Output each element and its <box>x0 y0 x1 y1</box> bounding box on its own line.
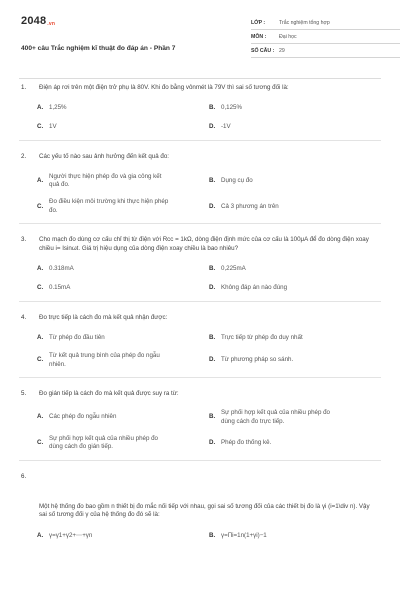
option-c[interactable] <box>37 198 209 215</box>
answer-options <box>19 173 381 215</box>
meta-info <box>251 16 400 58</box>
option-text: 0,225mA <box>221 264 246 272</box>
answer-options <box>19 409 381 451</box>
meta-value: 29 <box>279 47 285 54</box>
option-d[interactable] <box>209 198 381 215</box>
question-divider <box>19 301 381 302</box>
option-label: B. <box>209 264 216 272</box>
option-d[interactable] <box>209 352 381 369</box>
option-c[interactable] <box>37 352 209 369</box>
option-label: A. <box>37 413 44 421</box>
option-a[interactable] <box>37 103 209 113</box>
option-label: C. <box>37 202 44 210</box>
question-list <box>19 84 381 541</box>
option-label: B. <box>209 531 216 539</box>
question-text: Điện áp rơi trên một điện trở phụ là 80V. Khi đo bằng vônmét là 79V thì sai số tương đối là: <box>39 84 289 91</box>
question-text: Đo trực tiếp là cách đo mà kết quả nhận được: <box>39 313 168 321</box>
question-number: 4. <box>21 313 27 321</box>
option-a[interactable] <box>37 173 209 190</box>
option-label: C. <box>37 123 44 131</box>
site-logo[interactable] <box>21 14 55 29</box>
meta-value: Trắc nghiệm tổng hợp <box>279 19 330 26</box>
question-text: Các yếu tố nào sau ảnh hưởng đến kết quả đo: <box>39 153 169 161</box>
question-3 <box>19 236 381 293</box>
option-text: Phép đo thống kê. <box>221 439 272 447</box>
option-text: γ=Πi=1n(1+γi)−1 <box>221 531 267 539</box>
option-text: Sự phối hợp kết quả của nhiều phép đo dùng cách đo trực tiếp. <box>221 409 331 425</box>
option-label: D. <box>209 202 216 210</box>
option-label: D. <box>209 123 216 131</box>
option-label: C. <box>37 283 44 291</box>
option-label: A. <box>37 264 44 272</box>
meta-row-count <box>251 44 400 58</box>
option-label: B. <box>209 176 216 184</box>
question-number: 1. <box>21 84 27 91</box>
question-text: Cho mạch đo dùng cơ cấu chỉ thị từ điện với Rcc = 1kΩ, dòng điện định mức của cơ cấu là 100μA để đo dòng điện xoay chiều i= Isinωt. Giá trị hiệu dụng của dòng điện xoay chiều là bao nhiêu? <box>39 236 369 252</box>
option-c[interactable] <box>37 283 209 293</box>
question-number: 2. <box>21 153 27 161</box>
answer-options <box>19 333 381 369</box>
option-label: C. <box>37 439 44 447</box>
option-a[interactable] <box>37 409 209 426</box>
option-text: 0,125% <box>221 104 242 112</box>
option-text: Dụng cụ đo <box>221 176 253 184</box>
option-text: Không đáp án nào đúng <box>221 283 288 291</box>
option-label: B. <box>209 334 216 342</box>
question-text: Một hệ thống đo bao gồm n thiết bị đo mắc nối tiếp với nhau, gọi sai số tương đối của các thiết bị đo là γi (i=1\div n). Vậy sai số tương đối γ của hệ thống đo đó sẽ là: <box>39 503 370 519</box>
option-label: B. <box>209 104 216 112</box>
option-text: Từ kết quả trung bình của phép đo ngẫu nhiên. <box>49 352 160 368</box>
question-divider <box>19 223 381 224</box>
logo-text: 2048 <box>21 15 47 27</box>
option-b[interactable] <box>209 264 381 274</box>
meta-key: LỚP : <box>251 19 266 26</box>
option-b[interactable] <box>209 531 381 541</box>
answer-options <box>19 103 381 132</box>
option-d[interactable] <box>209 122 381 132</box>
option-label: D. <box>209 439 216 447</box>
meta-key: MÔN : <box>251 33 267 40</box>
option-label: A. <box>37 531 44 539</box>
question-divider <box>19 460 381 461</box>
meta-value: Đại học <box>279 33 297 40</box>
option-label: A. <box>37 334 44 342</box>
option-text: Các phép đo ngẫu nhiên <box>49 413 117 421</box>
option-text: 0.15mA <box>49 283 71 291</box>
option-text: Trực tiếp từ phép đo duy nhất <box>221 334 303 342</box>
question-divider <box>19 140 381 141</box>
question-text: Đo gián tiếp là cách đo mà kết quả được suy ra từ: <box>39 389 179 397</box>
option-label: D. <box>209 283 216 291</box>
option-text: Cả 3 phương án trên <box>221 202 279 210</box>
option-text: -1V <box>221 123 231 131</box>
option-text: Từ phép đo đầu tiên <box>49 334 105 342</box>
question-number: 6. <box>21 472 27 480</box>
meta-row-subject <box>251 30 400 44</box>
option-c[interactable] <box>37 435 209 452</box>
option-text: 0.318mA <box>49 264 74 272</box>
question-number: 3. <box>21 236 27 244</box>
option-a[interactable] <box>37 333 209 343</box>
logo-suffix: .vn <box>47 21 56 27</box>
answer-options <box>19 531 381 541</box>
question-5 <box>19 390 381 452</box>
option-b[interactable] <box>209 173 381 190</box>
option-label: D. <box>209 356 216 364</box>
option-label: A. <box>37 176 44 184</box>
option-text: Đo điều kiện môi trường khi thực hiện phép đo. <box>49 198 169 214</box>
option-label: A. <box>37 104 44 112</box>
question-4 <box>19 314 381 369</box>
question-6 <box>19 473 381 541</box>
option-d[interactable] <box>209 435 381 452</box>
question-1 <box>19 84 381 132</box>
option-text: Từ phương pháp so sánh. <box>221 356 294 364</box>
header-divider <box>19 78 381 79</box>
answer-options <box>19 264 381 293</box>
question-number: 5. <box>21 389 27 397</box>
option-b[interactable] <box>209 103 381 113</box>
option-text: 1,25% <box>49 104 67 112</box>
option-a[interactable] <box>37 531 209 541</box>
option-label: B. <box>209 413 216 421</box>
meta-row-class <box>251 16 400 30</box>
option-text: Sự phối hợp kết quả của nhiều phép đo dùng cách đo gián tiếp. <box>49 435 159 451</box>
option-text: 1V <box>49 123 57 131</box>
meta-key: SỐ CÂU : <box>251 47 275 54</box>
option-label: C. <box>37 356 44 364</box>
option-b[interactable] <box>209 409 381 426</box>
option-a[interactable] <box>37 264 209 274</box>
document-header <box>19 14 381 72</box>
option-b[interactable] <box>209 333 381 343</box>
question-2 <box>19 153 381 215</box>
option-c[interactable] <box>37 122 209 132</box>
option-text: γ=γ1+γ2+⋯+γn <box>49 531 93 539</box>
option-d[interactable] <box>209 283 381 293</box>
question-divider <box>19 377 381 378</box>
document-title: 400+ câu Trắc nghiệm kĩ thuật đo đáp án - Phần 7 <box>21 45 176 52</box>
option-text: Người thực hiện phép đo và gia công kết quả đo. <box>49 172 162 189</box>
